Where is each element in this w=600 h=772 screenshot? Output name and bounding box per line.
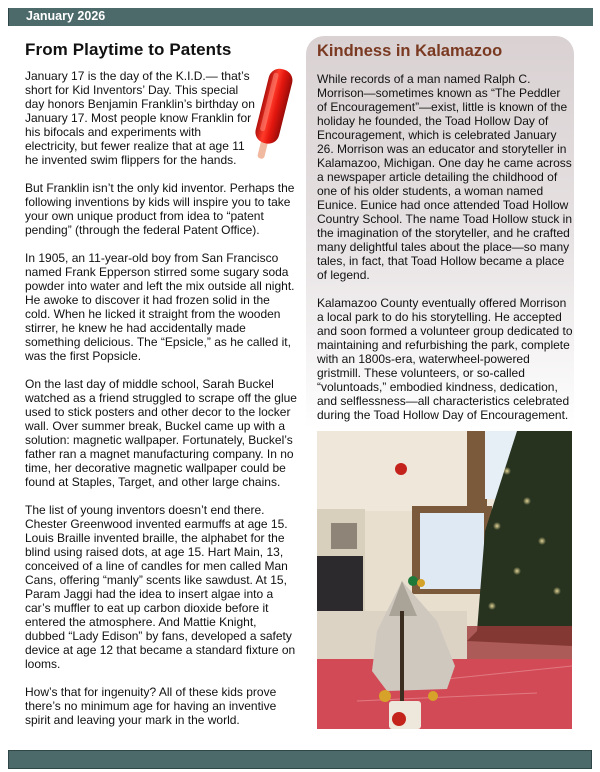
article-paragraph: How’s that for ingenuity? All of these kids prove there’s no minimum age for having an inventive spirit and leaving your mark in the world.: [25, 685, 277, 727]
footer-bar: [8, 750, 592, 769]
article-paragraph: The list of young inventors doesn’t end there. Chester Greenwood invented earmuffs at age 15. Louis Braille invented braille, the alphabet for the blind using raised dots, at age 15. Hart Main, 13, conceived of a line of candles for men called Man Cans, offering “manly” scents like sawdust. At 15, Param Jaggi had the idea to insert algae into a car’s muffler to eat up carbon dioxide before it entered the atmosphere. And Mattie Knight, dubbed “Lady Edison” by fans, developed a safety device at age 12 that became a standard fixture on looms.: [25, 503, 296, 671]
issue-date: January 2026: [26, 9, 106, 23]
article-paragraph: On the last day of middle school, Sarah Buckel watched as a friend struggled to scrape off the glue used to stick posters and other decor to the locker wall. Over summer break, Buckel came up with a solution: magnetic wallpaper. Fortunately, Buckel’s father ran a magnet manufacturing company. In no time, her decorative magnetic wallpaper could be found at Staples, Target, and other large chains.: [25, 377, 297, 489]
popsicle-icon: [248, 64, 296, 164]
popsicle-illustration: [248, 64, 296, 164]
christmas-tree-photo: [317, 431, 572, 729]
sidebar-title: Kindness in Kalamazoo: [317, 42, 503, 60]
article-paragraph: January 17 is the day of the K.I.D.— that’s short for Kid Inventors’ Day. This special day honors Benjamin Franklin’s birthday on January 17. Most people know Franklin for his bifocals and experiments with electricity, but fewer realize that at age 11 he invented swim flippers for the hands.: [25, 69, 255, 167]
sidebar-paragraph: While records of a man named Ralph C. Morrison—sometimes known as “The Peddler of Encouragement”—exist, little is known of the holiday he founded, the Toad Hollow Day of Encouragement, which is celebrated January 26. Morrison was an educator and storyteller in Kalamazoo, Michigan. One day he came across a newspaper article detailing the childhood of one of his older students, a woman named Eunice. Eunice had once attended Toad Hollow Country School. The name Toad Hollow stuck in the imagination of the storyteller, and he crafted many delightful tales about the place—so many tales, in fact, that Toad Hollow became a place of legend.: [317, 72, 573, 282]
header-bar: [8, 8, 593, 26]
article-paragraph: But Franklin isn’t the only kid inventor. Perhaps the following inventions by kids will inspire you to take your own unique product from idea to “patent pending” (through the federal Patent Office).: [25, 181, 295, 237]
article-paragraph: In 1905, an 11-year-old boy from San Francisco named Frank Epperson stirred some sugary soda powder into water and left the mix outside all night. He awoke to discover it had frozen solid in the cold. When he licked it straight from the wooden stirrer, he knew he had accidentally made something delicious. The “Epsicle,” as he called it, was the first Popsicle.: [25, 251, 295, 363]
christmas-tree-photo-image: [317, 431, 572, 729]
article-title: From Playtime to Patents: [25, 40, 232, 59]
sidebar-box: [306, 36, 574, 428]
sidebar-paragraph: Kalamazoo County eventually offered Morrison a local park to do his storytelling. He accepted and soon formed a volunteer group dedicated to maintaining and refurbishing the park, complete with an 1800s-era, waterwheel-powered gristmill. These volunteers, or so-called “voluntoads,” embodied kindness, dedication, and selflessness—all characteristics celebrated during the Toad Hollow Day of Encouragement.: [317, 296, 573, 422]
